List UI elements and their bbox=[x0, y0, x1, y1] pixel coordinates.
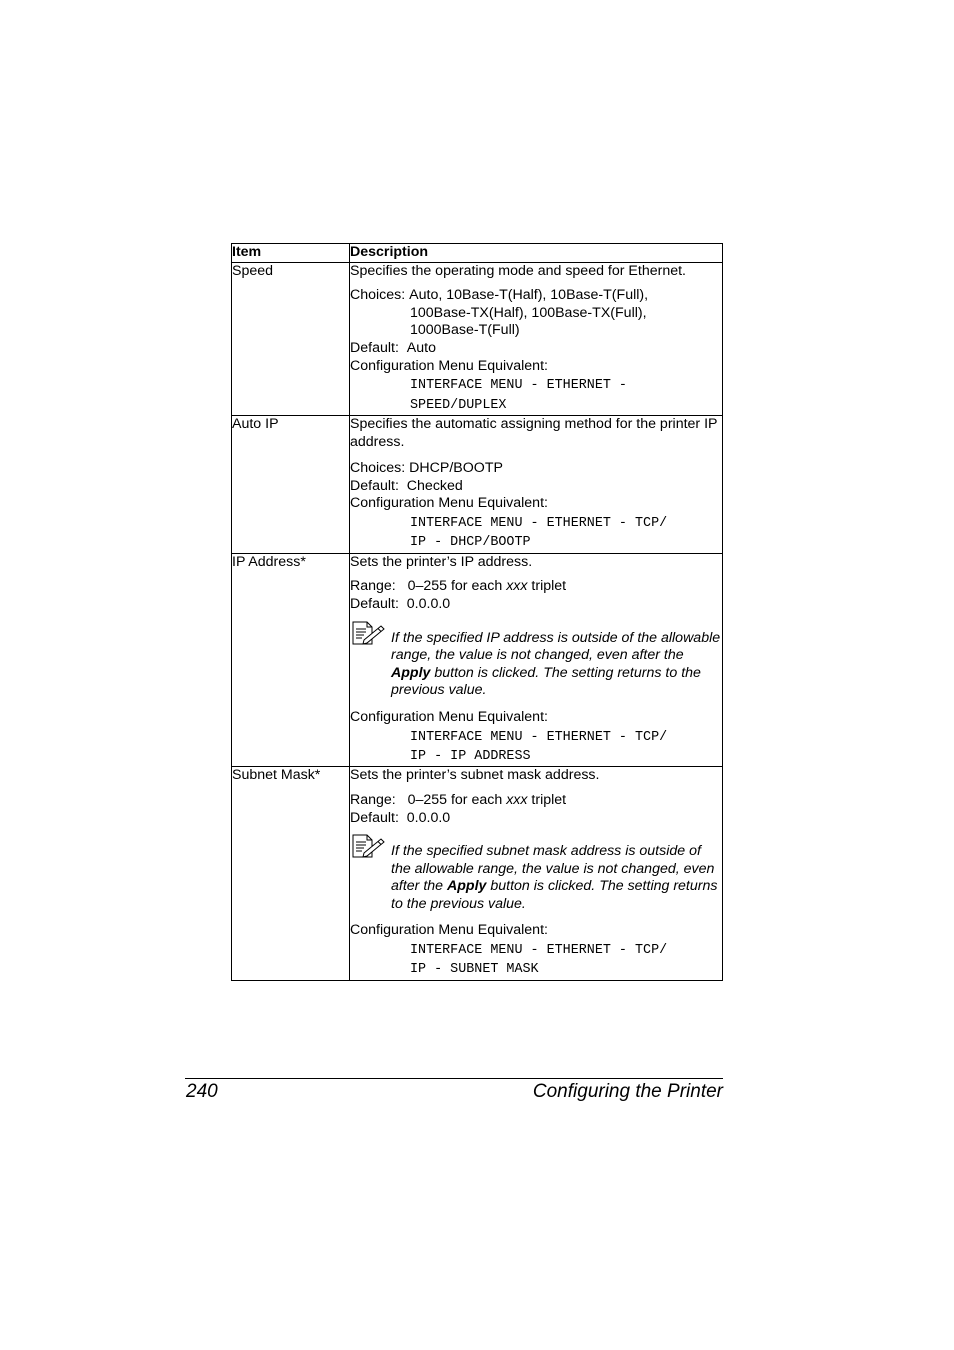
choices-value: DHCP/BOOTP bbox=[409, 460, 503, 477]
range-label: Range: bbox=[350, 578, 396, 595]
choices-label: Choices: bbox=[350, 460, 406, 477]
default-value: Auto bbox=[406, 339, 436, 356]
range-em: xxx bbox=[506, 791, 528, 808]
subnet-mask-range bbox=[350, 792, 722, 810]
range-post: triplet bbox=[527, 791, 567, 808]
auto-ip-intro: Specifies the automatic assigning method for the printer IP address. bbox=[350, 415, 718, 450]
config-label: Configuration Menu Equivalent: bbox=[350, 922, 548, 939]
config-path-line2: IP - SUBNET MASK bbox=[410, 962, 539, 978]
table-header-row bbox=[232, 244, 723, 263]
ip-address-intro: Sets the printer’s IP address. bbox=[350, 553, 533, 570]
item-subnet-mask: Subnet Mask* bbox=[232, 767, 350, 981]
default-value: Checked bbox=[406, 477, 463, 494]
description-auto-ip bbox=[350, 415, 723, 553]
range-em: xxx bbox=[506, 578, 528, 595]
default-label: Default: bbox=[350, 809, 399, 826]
note-text bbox=[391, 624, 722, 700]
note-text-pre: If the specified IP address is outside of the allowable range, the value is not changed, even after the bbox=[391, 629, 721, 664]
chapter-title: Configuring the Printer bbox=[532, 1081, 723, 1102]
description-ip-address bbox=[350, 553, 723, 767]
note-text-bold: Apply bbox=[391, 664, 431, 681]
range-post: triplet bbox=[527, 578, 567, 595]
config-path-line1: INTERFACE MENU - ETHERNET - bbox=[410, 378, 627, 394]
config-path-line2: IP - DHCP/BOOTP bbox=[410, 535, 531, 551]
note-text bbox=[391, 837, 722, 913]
choices-value-line3: 1000Base-T(Full) bbox=[410, 322, 520, 339]
note-pencil-icon bbox=[350, 624, 391, 700]
range-text: 0–255 for each bbox=[407, 791, 507, 808]
range-label: Range: bbox=[350, 791, 396, 808]
auto-ip-default bbox=[350, 478, 722, 496]
note-block bbox=[350, 624, 722, 700]
choices-value-line2: 100Base-TX(Half), 100Base-TX(Full), bbox=[410, 304, 647, 321]
config-path-line1: INTERFACE MENU - ETHERNET - TCP/ bbox=[410, 515, 668, 531]
description-speed bbox=[350, 262, 723, 415]
item-speed: Speed bbox=[232, 262, 350, 415]
default-label: Default: bbox=[350, 595, 399, 612]
config-path-line2: IP - IP ADDRESS bbox=[410, 748, 531, 764]
table-row bbox=[232, 767, 723, 981]
subnet-mask-intro: Sets the printer’s subnet mask address. bbox=[350, 767, 600, 784]
choices-label: Choices: bbox=[350, 287, 406, 304]
note-text-pre: If the specified subnet mask address is outside of the allowable range, the value is not changed, even after the bbox=[391, 843, 715, 895]
config-path-line1: INTERFACE MENU - ETHERNET - TCP/ bbox=[410, 729, 668, 745]
default-label: Default: bbox=[350, 339, 399, 356]
config-label: Configuration Menu Equivalent: bbox=[350, 357, 548, 374]
footer-rule bbox=[185, 1078, 723, 1079]
table-row bbox=[232, 262, 723, 415]
note-text-post: button is clicked. The setting returns to the previous value. bbox=[391, 878, 718, 912]
speed-default bbox=[350, 340, 722, 358]
default-value: 0.0.0.0 bbox=[406, 809, 451, 826]
note-pencil-icon bbox=[350, 837, 391, 913]
table-row bbox=[232, 415, 723, 553]
config-path-line1: INTERFACE MENU - ETHERNET - TCP/ bbox=[410, 943, 668, 959]
ip-address-range bbox=[350, 578, 722, 596]
column-header-description: Description bbox=[350, 244, 723, 263]
note-text-post: button is clicked. The setting returns to the previous value. bbox=[391, 664, 701, 699]
config-label: Configuration Menu Equivalent: bbox=[350, 708, 548, 725]
speed-intro: Specifies the operating mode and speed for Ethernet. bbox=[350, 262, 686, 279]
config-path-line2: SPEED/DUPLEX bbox=[410, 397, 507, 413]
note-block bbox=[350, 837, 722, 913]
page-number: 240 bbox=[186, 1081, 218, 1102]
default-value: 0.0.0.0 bbox=[406, 595, 451, 612]
default-label: Default: bbox=[350, 477, 399, 494]
range-text: 0–255 for each bbox=[407, 578, 507, 595]
column-header-item: Item bbox=[232, 244, 350, 263]
ip-address-default bbox=[350, 596, 722, 614]
table-row bbox=[232, 553, 723, 767]
note-text-bold: Apply bbox=[447, 878, 487, 895]
speed-choices bbox=[350, 287, 722, 305]
choices-value: Auto, 10Base-T(Half), 10Base-T(Full), bbox=[409, 287, 649, 304]
item-ip-address: IP Address* bbox=[232, 553, 350, 767]
config-label: Configuration Menu Equivalent: bbox=[350, 495, 548, 512]
subnet-mask-default bbox=[350, 810, 722, 828]
auto-ip-choices bbox=[350, 460, 722, 478]
settings-table bbox=[231, 243, 723, 981]
item-auto-ip: Auto IP bbox=[232, 415, 350, 553]
description-subnet-mask bbox=[350, 767, 723, 981]
